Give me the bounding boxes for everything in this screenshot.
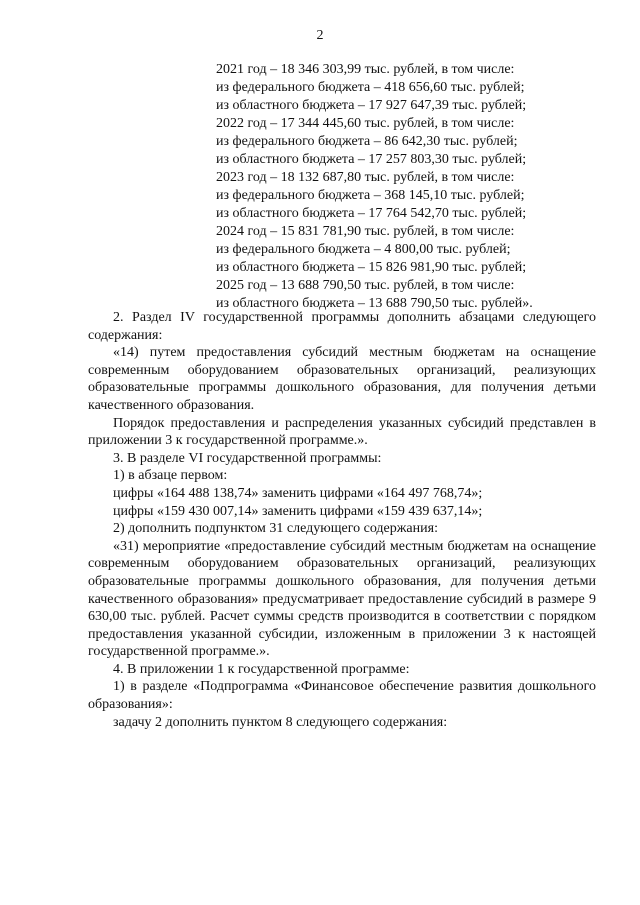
funding-line: 2021 год – 18 346 303,99 тыс. рублей, в том числе: [216,62,515,77]
funding-line: из областного бюджета – 17 764 542,70 тыс. рублей; [216,206,527,221]
funding-breakdown [216,61,586,313]
paragraph: цифры «159 430 007,14» заменить цифрами «159 439 637,14»; [113,503,483,519]
funding-line: из федерального бюджета – 4 800,00 тыс. рублей; [216,242,511,257]
funding-line: из областного бюджета – 13 688 790,50 тыс. рублей». [216,296,533,311]
paragraph: 2) дополнить подпунктом 31 следующего содержания: [113,521,438,537]
funding-line: из федерального бюджета – 368 145,10 тыс. рублей; [216,188,525,203]
funding-line: из федерального бюджета – 86 642,30 тыс. рублей; [216,134,518,149]
body-text [88,309,596,731]
funding-line: 2022 год – 17 344 445,60 тыс. рублей, в том числе: [216,116,515,131]
paragraph: Порядок предоставления и распределения указанных субсидий представлен в приложении 3 к государственной программе.». [88,415,596,449]
paragraph: 2. Раздел IV государственной программы дополнить абзацами следующего содержания: [88,310,596,343]
funding-line: 2025 год – 13 688 790,50 тыс. рублей, в том числе: [216,278,515,293]
funding-line: из областного бюджета – 17 257 803,30 тыс. рублей; [216,152,527,167]
paragraph: цифры «164 488 138,74» заменить цифрами «164 497 768,74»; [113,485,483,501]
funding-line: из областного бюджета – 17 927 647,39 тыс. рублей; [216,98,527,113]
funding-line: 2024 год – 15 831 781,90 тыс. рублей, в том числе: [216,224,515,239]
paragraph: задачу 2 дополнить пунктом 8 следующего содержания: [113,714,448,730]
page-number: 2 [316,28,324,43]
paragraph: 1) в абзаце первом: [113,468,228,484]
paragraph: «14) путем предоставления субсидий местным бюджетам на оснащение современным оборудованием образовательных организаций, реализующих образовательные программы дошкольного образования, для получения детьми качественного образования. [88,345,596,413]
paragraph: «31) мероприятие «предоставление субсидий местным бюджетам на оснащение современным оборудованием образовательных организаций, реализующих образовательные программы дошкольного образования, для получения детьми качественного образования» предусматривает предоставление субсидий в размере 9 630,00 тыс. рублей. Расчет суммы средств производится в соответствии с порядком предоставления указанной субсидии, изложенным в приложении 3 к настоящей государственной программе.». [88,538,596,660]
paragraph: 4. В приложении 1 к государственной программе: [113,661,410,677]
funding-line: 2023 год – 18 132 687,80 тыс. рублей, в том числе: [216,170,515,185]
paragraph: 3. В разделе VI государственной программы: [113,450,382,466]
funding-line: из федерального бюджета – 418 656,60 тыс. рублей; [216,80,525,95]
paragraph: 1) в разделе «Подпрограмма «Финансовое обеспечение развития дошкольного образования»: [88,679,596,713]
funding-line: из областного бюджета – 15 826 981,90 тыс. рублей; [216,260,527,275]
